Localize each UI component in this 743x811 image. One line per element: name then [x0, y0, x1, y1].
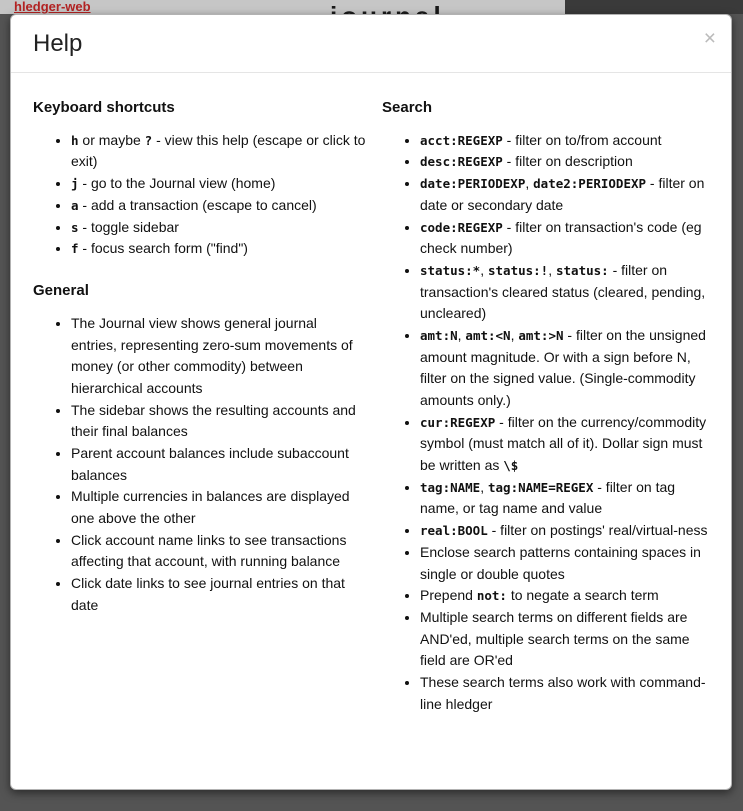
list-item: • amt:N, amt:<N, amt:>N - filter on the unsigned amount magnitude. Or with a sign before N, filter on the signed value. (Single-commodity amounts only.) [420, 325, 715, 412]
list-item: • a - add a transaction (escape to cancel) [71, 195, 366, 217]
list-item: • Prepend not: to negate a search term [420, 585, 715, 607]
code-term: status:* [420, 262, 481, 278]
code-term: f [71, 241, 79, 257]
right-column [382, 77, 715, 722]
search-heading: Search [382, 98, 433, 116]
code-term: status:! [488, 262, 549, 278]
list-item: • j - go to the Journal view (home) [71, 173, 366, 195]
code-term: tag:NAME=REGEX [488, 479, 594, 495]
list-item: • These search terms also work with command-line hledger [420, 672, 715, 715]
code-term: \$ [503, 458, 519, 474]
code-term: h [71, 132, 79, 148]
list-item: • status:*, status:!, status: - filter on transaction's cleared status (cleared, pending, uncleared) [420, 260, 715, 325]
code-term: not: [476, 588, 507, 604]
list-item: • real:BOOL - filter on postings' real/virtual-ness [420, 520, 715, 542]
help-modal [10, 14, 732, 790]
background-page-strip [0, 0, 565, 14]
list-item: • f - focus search form ("find") [71, 238, 366, 260]
list-item: • date:PERIODEXP, date2:PERIODEXP - filter on date or secondary date [420, 173, 715, 216]
code-term: amt:>N [518, 327, 564, 343]
close-icon[interactable]: × [703, 27, 716, 50]
code-term: code:REGEXP [420, 219, 503, 235]
list-item: • tag:NAME, tag:NAME=REGEX - filter on tag name, or tag name and value [420, 477, 715, 520]
list-item: • h or maybe ? - view this help (escape or click to exit) [71, 130, 366, 173]
list-item: • Enclose search patterns containing spaces in single or double quotes [420, 542, 715, 585]
code-term: date:PERIODEXP [420, 176, 526, 192]
code-term: amt:<N [465, 327, 511, 343]
general-heading: General [33, 281, 89, 299]
code-term: desc:REGEXP [420, 154, 503, 170]
brand-link[interactable]: hledger-web [14, 0, 91, 14]
code-term: cur:REGEXP [420, 414, 496, 430]
code-term: s [71, 219, 79, 235]
code-term: amt:N [420, 327, 458, 343]
list-item: • The sidebar shows the resulting accounts and their final balances [71, 400, 366, 443]
list-item: • acct:REGEXP - filter on to/from account [420, 130, 715, 152]
modal-body [11, 73, 731, 762]
list-item: • Multiple search terms on different fields are AND'ed, multiple search terms on the same field are OR'ed [420, 607, 715, 672]
code-term: j [71, 176, 79, 192]
list-item: • cur:REGEXP - filter on the currency/commodity symbol (must match all of it). Dollar sign must be written as \$ [420, 412, 715, 477]
background-dark-panel [565, 0, 743, 14]
modal-title: Help [33, 30, 83, 57]
code-term: a [71, 197, 79, 213]
code-term: real:BOOL [420, 523, 488, 539]
code-term: ? [144, 132, 153, 148]
list-item: • Multiple currencies in balances are displayed one above the other [71, 486, 366, 529]
list-item: • s - toggle sidebar [71, 217, 366, 239]
list-item: • code:REGEXP - filter on transaction's code (eg check number) [420, 217, 715, 260]
keyboard-shortcuts-heading: Keyboard shortcuts [33, 98, 175, 116]
list-item: • desc:REGEXP - filter on description [420, 151, 715, 173]
general-list [33, 313, 366, 617]
code-term: tag:NAME [420, 479, 481, 495]
code-term: status: [556, 262, 609, 278]
list-item: • Parent account balances include subaccount balances [71, 443, 366, 486]
search-list [382, 130, 715, 716]
code-term: date2:PERIODEXP [533, 176, 647, 192]
code-term: acct:REGEXP [420, 132, 503, 148]
list-item: • Click account name links to see transactions affecting that account, with running balance [71, 530, 366, 573]
left-column [33, 77, 366, 722]
keyboard-shortcuts-list [33, 130, 366, 260]
list-item: • Click date links to see journal entries on that date [71, 573, 366, 616]
list-item: • The Journal view shows general journal entries, representing zero-sum movements of money (or other commodity) between hierarchical accounts [71, 313, 366, 400]
modal-header [11, 15, 731, 73]
